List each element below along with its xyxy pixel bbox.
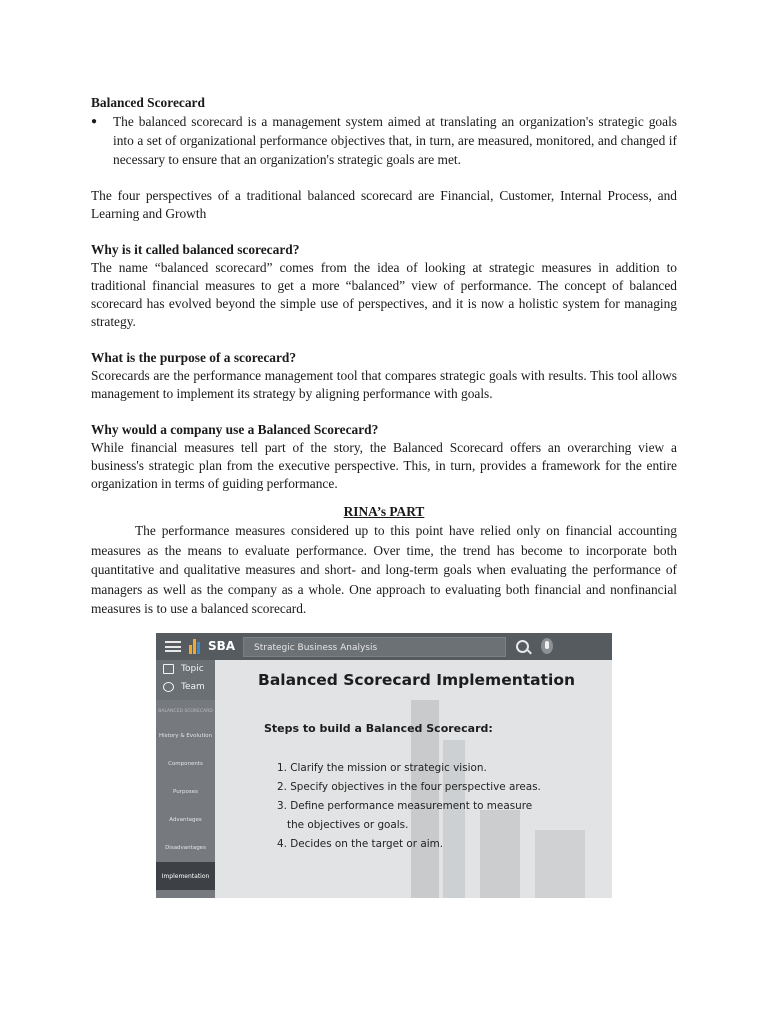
bullet-text: The balanced scorecard is a management system aimed at translating an organization's strategic goals into a set of organizational performance objectives that, in turn, are measured, monitored, and changed if necessary to ensure that an organization's strategic goals are met. bbox=[113, 114, 677, 167]
list-item: the objectives or goals. bbox=[287, 819, 409, 831]
nav-topic[interactable]: Topic bbox=[163, 664, 204, 674]
app-topbar bbox=[156, 633, 612, 660]
nav-team[interactable]: Team bbox=[163, 682, 205, 692]
perspectives-paragraph: The four perspectives of a traditional balanced scorecard are Financial, Customer, Internal Process, and Learning and Growth bbox=[91, 188, 677, 221]
list-item bbox=[91, 112, 677, 169]
sidebar-item-advantages[interactable]: Advantages bbox=[169, 816, 202, 823]
answer-paragraph: While financial measures tell part of the story, the Balanced Scorecard offers an overarching view a business's strategic plan from the executive perspective. This, in turn, provides a framework for the entire organization in terms of guiding performance. bbox=[91, 440, 677, 491]
question-heading: What is the purpose of a scorecard? bbox=[91, 350, 297, 365]
microphone-icon[interactable] bbox=[541, 638, 553, 654]
logo-icon bbox=[189, 639, 205, 654]
question-heading: Why would a company use a Balanced Scorecard? bbox=[91, 422, 379, 437]
sidebar-item-implementation[interactable]: Implementation bbox=[156, 862, 215, 890]
list-item: 1. Clarify the mission or strategic vision. bbox=[277, 762, 487, 774]
sidebar-item-components[interactable]: Components bbox=[168, 760, 203, 767]
home-icon bbox=[163, 664, 174, 674]
sidebar bbox=[156, 660, 215, 898]
search-icon[interactable] bbox=[516, 640, 529, 653]
answer-paragraph: Scorecards are the performance management tool that compares strategic goals with results. This tool allows management to implement its strategy by aligning performance with goals. bbox=[91, 368, 677, 401]
menu-icon[interactable] bbox=[165, 641, 181, 652]
list-item: 2. Specify objectives in the four perspective areas. bbox=[277, 781, 541, 793]
sidebar-item-purposes[interactable]: Purposes bbox=[173, 788, 198, 795]
section-title: Balanced Scorecard bbox=[91, 95, 205, 110]
slide-content bbox=[215, 660, 612, 898]
embedded-app-screenshot bbox=[156, 633, 612, 898]
bullet-icon: ● bbox=[91, 116, 98, 127]
slide-title: Balanced Scorecard Implementation bbox=[258, 671, 576, 689]
steps-heading: Steps to build a Balanced Scorecard: bbox=[264, 722, 493, 735]
rina-paragraph: The performance measures considered up to this point have relied only on financial accounting measures as the means to evaluate performance. Over time, the trend has become to incorporate both quantitative and qualitative measures and short- and long-term goals when evaluating the performance of managers as well as the company as a whole. One approach to evaluating both financial and nonfinancial measures is to use a balanced scorecard. bbox=[91, 523, 677, 617]
app-name: SBA bbox=[208, 639, 236, 653]
answer-paragraph: The name “balanced scorecard” comes from the idea of looking at strategic measures in addition to traditional financial measures to get a more “balanced” view of performance. The concept of balanced scorecard has evolved beyond the simple use of perspectives, and it is now a holistic system for managing strategy. bbox=[91, 260, 677, 329]
steps-list bbox=[277, 759, 541, 854]
sidebar-item-disadvantages[interactable]: Disadvantages bbox=[165, 844, 206, 851]
list-item: 3. Define performance measurement to measure bbox=[277, 800, 533, 812]
sidebar-item-history[interactable]: History & Evolution bbox=[159, 732, 212, 739]
search-input[interactable]: Strategic Business Analysis bbox=[243, 637, 506, 657]
question-heading: Why is it called balanced scorecard? bbox=[91, 242, 300, 257]
list-item: 4. Decides on the target or aim. bbox=[277, 838, 444, 850]
sidebar-item-header: BALANCED SCORECARD bbox=[158, 708, 213, 714]
team-icon bbox=[163, 682, 174, 692]
document-page bbox=[91, 94, 677, 619]
rina-part-heading: RINA’s PART bbox=[343, 504, 425, 519]
